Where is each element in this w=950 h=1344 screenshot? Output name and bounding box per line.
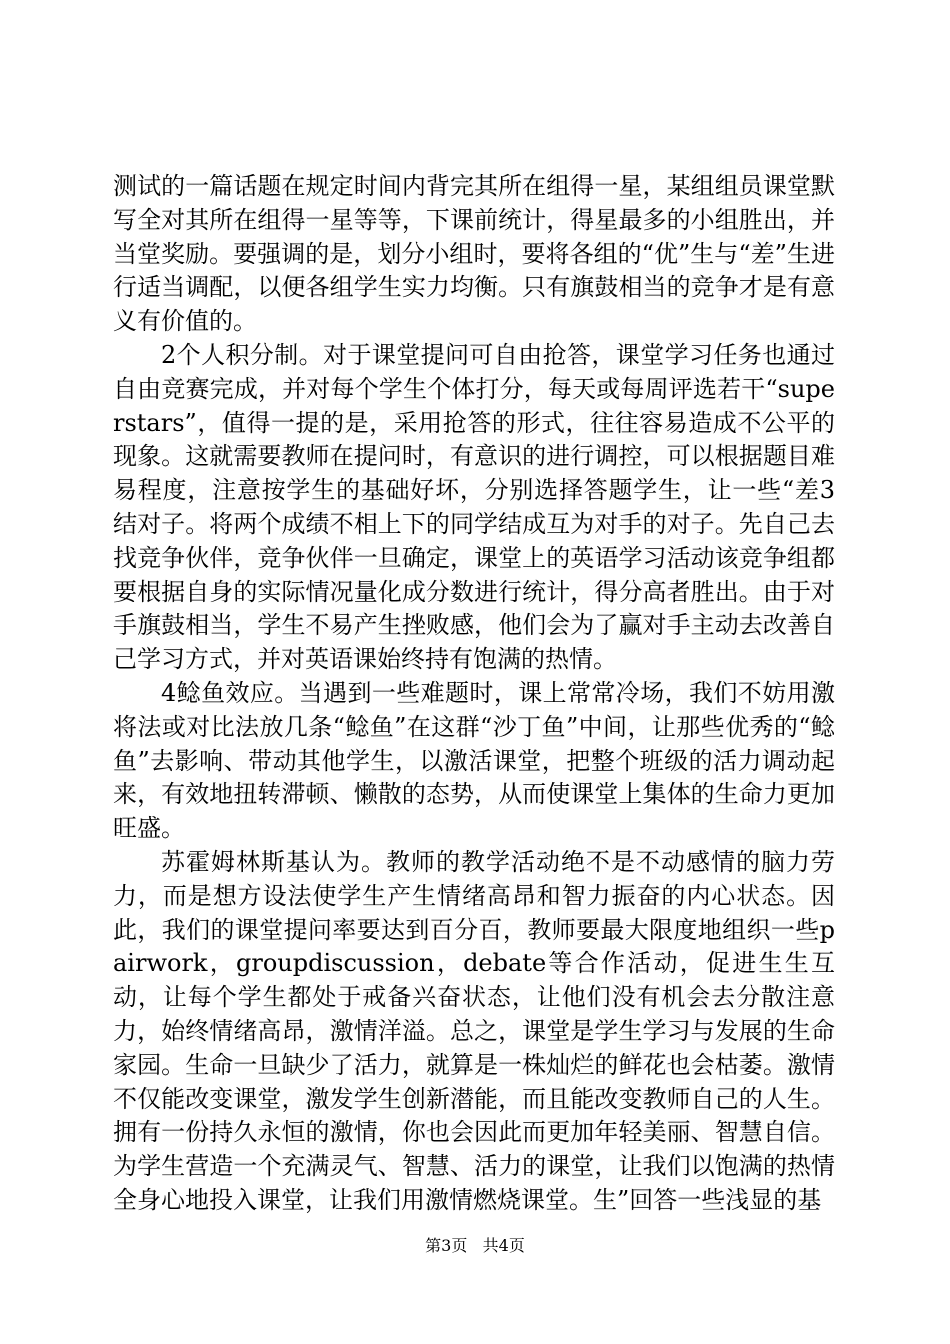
page-number: 第3页 [425, 1236, 468, 1255]
paragraph-1: 测试的一篇话题在规定时间内背完其所在组得一星，某组组员课堂默写全对其所在组得一星等等，下课前统计，得星最多的小组胜出，并当堂奖励。要强调的是，划分小组时，要将各组的“优”生与“差”生进行适当调配，以便各组学生实力均衡。只有旗鼓相当的竞争才是有意义有价值的。 [113, 172, 835, 336]
paragraph-4: 苏霍姆林斯基认为。教师的教学活动绝不是不动感情的脑力劳力，而是想方设法使学生产生情绪高昂和智力振奋的内心状态。因此，我们的课堂提问率要达到百分百，教师要最大限度地组织一些pairwork，groupdiscussion，debate等合作活动，促进生生互动，让每个学生都处于戒备兴奋状态，让他们没有机会去分散注意力，始终情绪高昂，激情洋溢。总之，课堂是学生学习与发展的生命家园。生命一旦缺少了活力，就算是一株灿烂的鲜花也会枯萎。激情不仅能改变课堂，激发学生创新潜能，而且能改变教师自己的人生。拥有一份持久永恒的激情，你也会因此而更加年轻美丽、智慧自信。为学生营造一个充满灵气、智慧、活力的课堂，让我们以饱满的热情全身心地投入课堂，让我们用激情燃烧课堂。生”回答一些浅显的基 [113, 847, 835, 1214]
document-body [113, 170, 835, 1218]
page-total: 共4页 [482, 1236, 525, 1255]
paragraph-2: 2个人积分制。对于课堂提问可自由抢答，课堂学习任务也通过自由竞赛完成，并对每个学生个体打分，每天或每周评选若干“superstars”，值得一提的是，采用抢答的形式，往往容易造成不公平的现象。这就需要教师在提问时，有意识的进行调控，可以根据题目难易程度，注意按学生的基础好坏，分别选择答题学生，让一些“差3结对子。将两个成绩不相上下的同学结成互为对手的对子。先自己去找竞争伙伴，竞争伙伴一旦确定，课堂上的英语学习活动该竞争组都要根据自身的实际情况量化成分数进行统计，得分高者胜出。由于对手旗鼓相当，学生不易产生挫败感，他们会为了赢对手主动去改善自己学习方式，并对英语课始终持有饱满的热情。 [113, 340, 835, 674]
paragraph-3: 4鲶鱼效应。当遇到一些难题时，课上常常冷场，我们不妨用激将法或对比法放几条“鲶鱼”在这群“沙丁鱼”中间，让那些优秀的“鲶鱼”去影响、带动其他学生，以激活课堂，把整个班级的活力调动起来，有效地扭转滞顿、懒散的态势，从而使课堂上集体的生命力更加旺盛。 [113, 678, 835, 843]
page-footer [0, 1236, 950, 1256]
page-separator [472, 1236, 477, 1255]
